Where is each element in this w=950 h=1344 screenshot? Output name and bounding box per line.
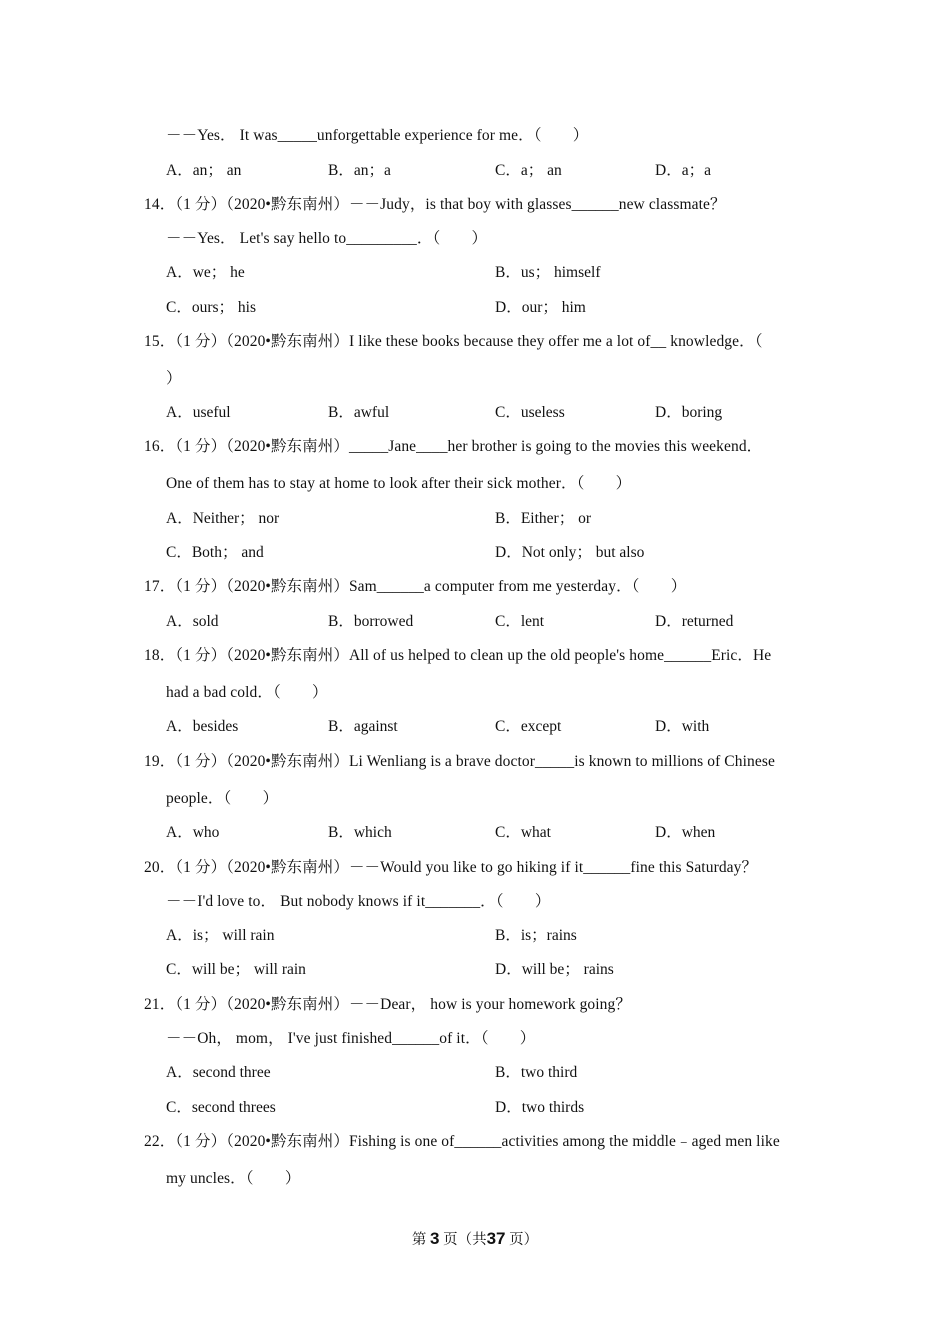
page-number: 3 bbox=[429, 1229, 440, 1248]
question-18-stem: 18．（1 分）（2020•黔东南州）All of us helped to clean up the old people's home______Eric．He bbox=[144, 647, 772, 664]
option-b: B．is；rains bbox=[495, 927, 577, 944]
question-20-stem: 20．（1 分）（2020•黔东南州）－－Would you like to go hiking if it______fine this Saturday？ bbox=[144, 859, 758, 876]
question-14-stem: 14．（1 分）（2020•黔东南州）－－Judy，is that boy with glasses______new classmate？ bbox=[144, 196, 726, 213]
option-c: C．a； an bbox=[495, 162, 562, 179]
option-b: B．which bbox=[328, 824, 392, 841]
question-19-line-2: people．（ ） bbox=[166, 790, 279, 807]
option-a: A．besides bbox=[166, 718, 239, 735]
option-a: A．we； he bbox=[166, 264, 245, 281]
option-c: C．lent bbox=[495, 613, 545, 630]
option-c: C．useless bbox=[495, 404, 565, 421]
question-21-line-2: －－Oh， mom， I've just finished______of it．（ ） bbox=[166, 1030, 536, 1047]
option-a: A．who bbox=[166, 824, 220, 841]
option-c: C．ours； his bbox=[166, 299, 256, 316]
option-a: A．useful bbox=[166, 404, 231, 421]
page-footer bbox=[0, 1229, 950, 1250]
footer-suffix: 页） bbox=[509, 1232, 539, 1248]
option-d: D．two thirds bbox=[495, 1099, 585, 1116]
option-d: D．our； him bbox=[495, 299, 586, 316]
option-d: D．boring bbox=[655, 404, 723, 421]
option-b: B．against bbox=[328, 718, 398, 735]
option-d: D．Not only； but also bbox=[495, 544, 645, 561]
option-d: D．with bbox=[655, 718, 710, 735]
footer-prefix: 第 bbox=[411, 1232, 427, 1248]
question-15-stem: 15．（1 分）（2020•黔东南州）I like these books because they offer me a lot of__ knowledge．（ bbox=[144, 333, 763, 350]
option-a: A．Neither； nor bbox=[166, 510, 280, 527]
option-b: B．us； himself bbox=[495, 264, 601, 281]
option-a: A．an； an bbox=[166, 162, 242, 179]
option-b: B．Either； or bbox=[495, 510, 591, 527]
option-b: B．awful bbox=[328, 404, 390, 421]
option-d: D．returned bbox=[655, 613, 734, 630]
option-c: C．will be； will rain bbox=[166, 961, 306, 978]
question-18-line-2: had a bad cold．（ ） bbox=[166, 684, 328, 701]
option-b: B．borrowed bbox=[328, 613, 414, 630]
question-14-line-2: －－Yes． Let's say hello to_________．（ ） bbox=[166, 230, 488, 247]
question-16-stem: 16．（1 分）（2020•黔东南州）_____Jane____her brother is going to the movies this weekend． bbox=[144, 438, 763, 455]
option-c: C．second threes bbox=[166, 1099, 276, 1116]
question-19-stem: 19．（1 分）（2020•黔东南州）Li Wenliang is a brave doctor_____is known to millions of Chinese bbox=[144, 753, 775, 770]
question-20-line-2: －－I'd love to． But nobody knows if it_______．（ ） bbox=[166, 893, 551, 910]
question-line: －－Yes． It was_____unforgettable experience for me．（ ） bbox=[166, 127, 589, 144]
question-17-stem: 17．（1 分）（2020•黔东南州）Sam______a computer from me yesterday．（ ） bbox=[144, 578, 687, 595]
footer-middle: 页（共 bbox=[443, 1232, 487, 1248]
option-a: A．second three bbox=[166, 1064, 271, 1081]
option-c: C．except bbox=[495, 718, 562, 735]
option-c: C．Both； and bbox=[166, 544, 264, 561]
option-b: B．two third bbox=[495, 1064, 578, 1081]
question-21-stem: 21．（1 分）（2020•黔东南州）－－Dear， how is your homework going？ bbox=[144, 996, 631, 1013]
option-d: D．when bbox=[655, 824, 716, 841]
question-16-line-2: One of them has to stay at home to look after their sick mother．（ ） bbox=[166, 475, 632, 492]
total-pages: 37 bbox=[486, 1229, 506, 1248]
option-c: C．what bbox=[495, 824, 551, 841]
option-d: D．will be； rains bbox=[495, 961, 614, 978]
question-22-stem: 22．（1 分）（2020•黔东南州）Fishing is one of______activities among the middle﹣aged men like bbox=[144, 1133, 780, 1150]
question-15-line-2: ） bbox=[166, 370, 182, 387]
option-b: B．an；a bbox=[328, 162, 391, 179]
question-22-line-2: my uncles．（ ） bbox=[166, 1170, 301, 1187]
option-a: A．is； will rain bbox=[166, 927, 275, 944]
option-a: A．sold bbox=[166, 613, 219, 630]
option-d: D．a；a bbox=[655, 162, 711, 179]
